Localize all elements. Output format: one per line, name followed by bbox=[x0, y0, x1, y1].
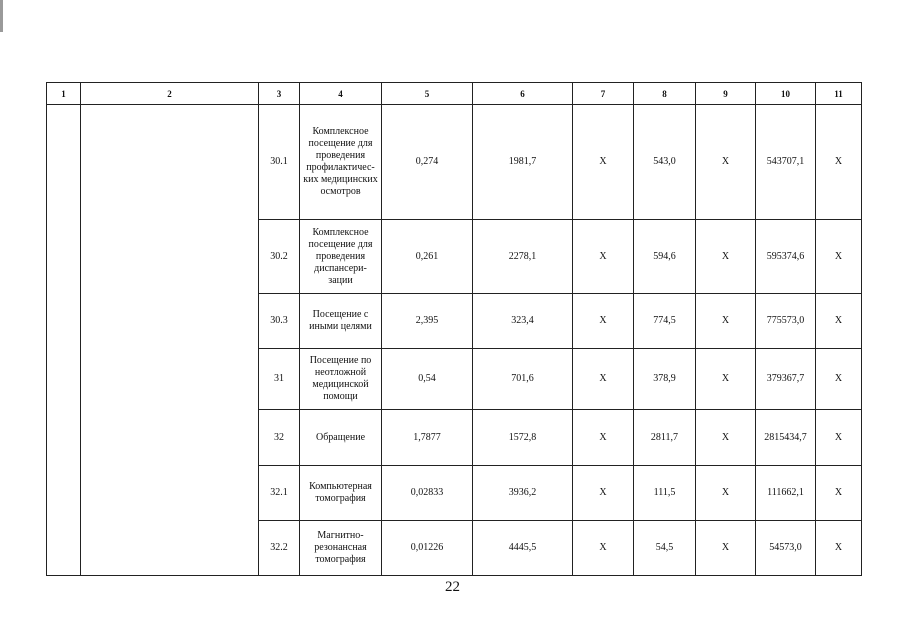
row-value-6: 323,4 bbox=[473, 294, 573, 349]
row-code: 32 bbox=[259, 410, 300, 466]
row-value-9: Х bbox=[696, 294, 756, 349]
row-value-8: 594,6 bbox=[634, 220, 696, 294]
row-value-8: 111,5 bbox=[634, 466, 696, 521]
col-header-4: 4 bbox=[300, 83, 382, 105]
row-name: Магнитно-резонансная томография bbox=[300, 521, 382, 576]
row-name: Комплексное посещение для проведения диспансери-зации bbox=[300, 220, 382, 294]
row-code: 32.2 bbox=[259, 521, 300, 576]
row-value-9: Х bbox=[696, 105, 756, 220]
scan-edge-mark bbox=[0, 0, 3, 32]
row-code: 30.3 bbox=[259, 294, 300, 349]
row-value-6: 2278,1 bbox=[473, 220, 573, 294]
row-value-7: Х bbox=[573, 294, 634, 349]
row-value-9: Х bbox=[696, 220, 756, 294]
row-value-6: 1572,8 bbox=[473, 410, 573, 466]
col-header-6: 6 bbox=[473, 83, 573, 105]
row-value-5: 0,274 bbox=[382, 105, 473, 220]
row-value-10: 111662,1 bbox=[756, 466, 816, 521]
empty-cell-col1 bbox=[47, 105, 81, 576]
empty-cell-col2 bbox=[81, 105, 259, 576]
row-name: Компьютерная томография bbox=[300, 466, 382, 521]
col-header-7: 7 bbox=[573, 83, 634, 105]
row-value-9: Х bbox=[696, 410, 756, 466]
row-value-5: 1,7877 bbox=[382, 410, 473, 466]
col-header-5: 5 bbox=[382, 83, 473, 105]
row-name: Посещение по неотложной медицинской помощи bbox=[300, 349, 382, 410]
col-header-2: 2 bbox=[81, 83, 259, 105]
row-value-9: Х bbox=[696, 349, 756, 410]
row-code: 31 bbox=[259, 349, 300, 410]
row-name: Посещение с иными целями bbox=[300, 294, 382, 349]
header-row bbox=[47, 83, 862, 105]
row-value-6: 701,6 bbox=[473, 349, 573, 410]
row-value-6: 1981,7 bbox=[473, 105, 573, 220]
row-value-11: Х bbox=[816, 105, 862, 220]
page-number: 22 bbox=[445, 579, 460, 595]
col-header-10: 10 bbox=[756, 83, 816, 105]
row-value-5: 2,395 bbox=[382, 294, 473, 349]
row-value-9: Х bbox=[696, 466, 756, 521]
row-code: 30.1 bbox=[259, 105, 300, 220]
row-name: Комплексное посещение для проведения профилактичес-ких медицинских осмотров bbox=[300, 105, 382, 220]
row-value-10: 379367,7 bbox=[756, 349, 816, 410]
row-value-7: Х bbox=[573, 410, 634, 466]
row-value-11: Х bbox=[816, 521, 862, 576]
row-value-10: 2815434,7 bbox=[756, 410, 816, 466]
row-value-6: 4445,5 bbox=[473, 521, 573, 576]
col-header-1: 1 bbox=[47, 83, 81, 105]
row-value-7: Х bbox=[573, 466, 634, 521]
row-value-11: Х bbox=[816, 466, 862, 521]
row-value-6: 3936,2 bbox=[473, 466, 573, 521]
col-header-11: 11 bbox=[816, 83, 862, 105]
row-value-8: 2811,7 bbox=[634, 410, 696, 466]
row-name: Обращение bbox=[300, 410, 382, 466]
row-value-11: Х bbox=[816, 349, 862, 410]
row-value-7: Х bbox=[573, 220, 634, 294]
row-value-8: 774,5 bbox=[634, 294, 696, 349]
table-row bbox=[47, 105, 862, 220]
col-header-3: 3 bbox=[259, 83, 300, 105]
row-value-10: 54573,0 bbox=[756, 521, 816, 576]
row-value-10: 775573,0 bbox=[756, 294, 816, 349]
row-code: 30.2 bbox=[259, 220, 300, 294]
col-header-9: 9 bbox=[696, 83, 756, 105]
row-value-5: 0,02833 bbox=[382, 466, 473, 521]
col-header-8: 8 bbox=[634, 83, 696, 105]
row-value-7: Х bbox=[573, 521, 634, 576]
row-value-5: 0,54 bbox=[382, 349, 473, 410]
row-value-10: 595374,6 bbox=[756, 220, 816, 294]
row-value-7: Х bbox=[573, 349, 634, 410]
row-value-11: Х bbox=[816, 294, 862, 349]
row-value-5: 0,261 bbox=[382, 220, 473, 294]
row-value-9: Х bbox=[696, 521, 756, 576]
row-value-8: 543,0 bbox=[634, 105, 696, 220]
row-code: 32.1 bbox=[259, 466, 300, 521]
row-value-7: Х bbox=[573, 105, 634, 220]
row-value-8: 54,5 bbox=[634, 521, 696, 576]
data-table bbox=[46, 82, 862, 576]
row-value-10: 543707,1 bbox=[756, 105, 816, 220]
row-value-11: Х bbox=[816, 410, 862, 466]
row-value-11: Х bbox=[816, 220, 862, 294]
row-value-5: 0,01226 bbox=[382, 521, 473, 576]
row-value-8: 378,9 bbox=[634, 349, 696, 410]
